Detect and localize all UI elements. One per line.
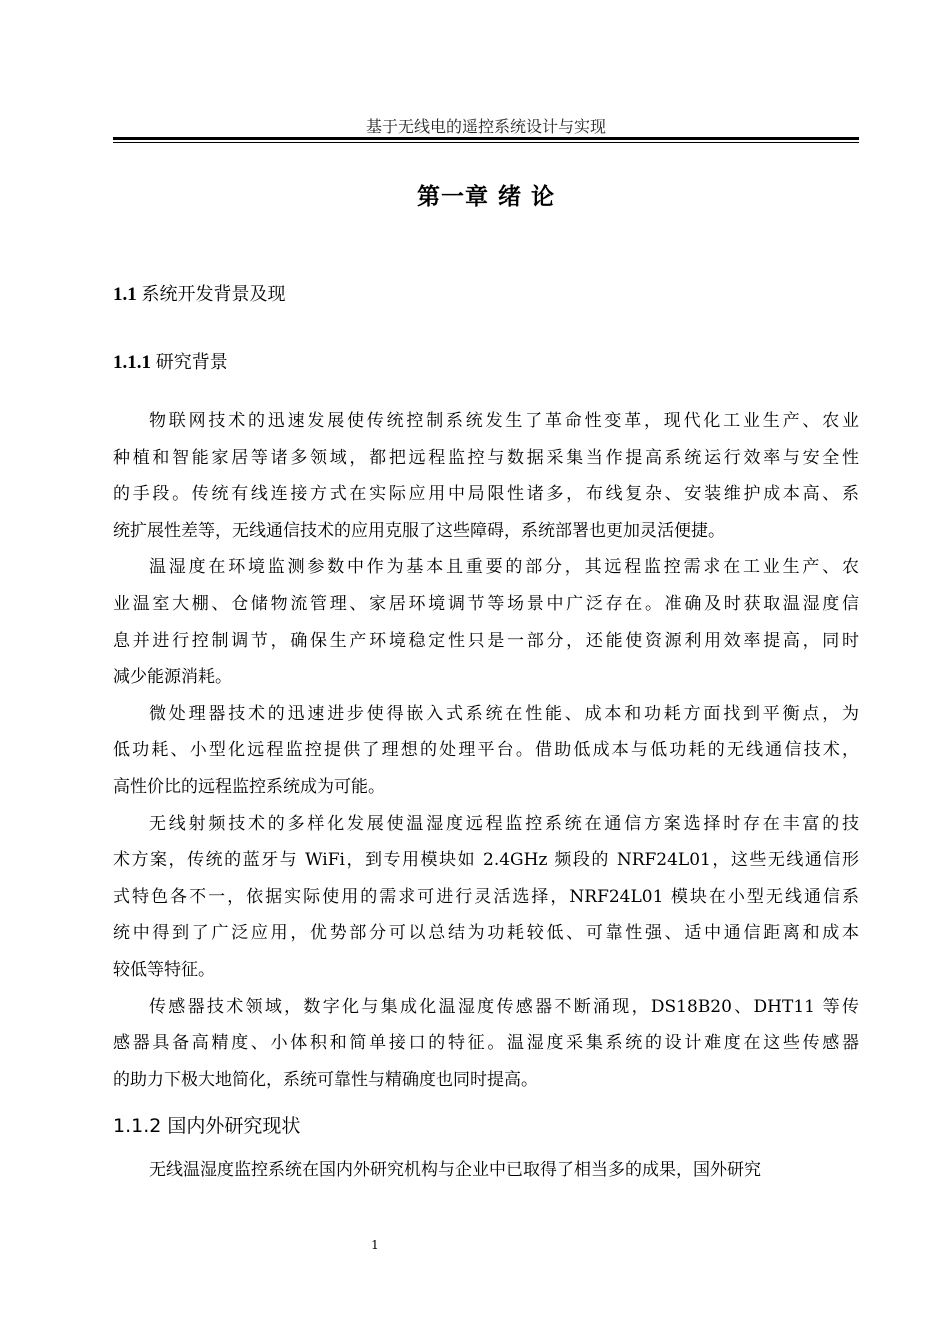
text-line: 的手段。传统有线连接方式在实际应用中局限性诸多，布线复杂、安装维护成本高、系 [113, 484, 859, 505]
text-line: 微处理器技术的迅速进步使得嵌入式系统在性能、成本和功耗方面找到平衡点，为 [149, 703, 859, 724]
header-rule-thick [113, 137, 859, 140]
text-line: 物联网技术的迅速发展使传统控制系统发生了革命性变革，现代化工业生产、农业 [149, 411, 859, 431]
section-heading-1-1 [113, 280, 286, 306]
running-header: 基于无线电的遥控系统设计与实现 [365, 117, 606, 136]
paragraph [113, 549, 859, 695]
text-line: 业温室大棚、仓储物流管理、家居环境调节等场景中广泛存在。准确及时获取温湿度信 [113, 593, 859, 614]
text-line: 无线温湿度监控系统在国内外研究机构与企业中已取得了相当多的成果，国外研究 [149, 1160, 761, 1181]
paragraph [113, 1152, 859, 1189]
paragraph [113, 989, 859, 1099]
text-line: 统扩展性差等，无线通信技术的应用克服了这些障碍，系统部署也更加灵活便捷。 [113, 520, 725, 541]
paragraph [113, 403, 859, 549]
section-number: 1.1.1 [113, 352, 151, 373]
section-title: 研究背景 [155, 352, 228, 373]
text-line: 传感器技术领域，数字化与集成化温湿度传感器不断涌现，DS18B20、DHT11 等传 [149, 996, 859, 1017]
section-number: 1.1 [113, 284, 137, 305]
paragraph [113, 806, 859, 989]
section-heading-1-1-2: 1.1.2 国内外研究现状 [113, 1115, 301, 1138]
text-line: 种植和智能家居等诸多领域，都把远程监控与数据采集当作提高系统运行效率与安全性 [113, 447, 859, 468]
page-number: 1 [371, 1238, 379, 1252]
text-line: 式特色各不一，依据实际使用的需求可进行灵活选择，NRF24L01 模块在小型无线通信系 [113, 886, 859, 907]
text-line: 的助力下极大地简化，系统可靠性与精确度也同时提高。 [113, 1069, 538, 1090]
text-line: 息并进行控制调节，确保生产环境稳定性只是一部分，还能使资源利用效率提高，同时 [113, 630, 859, 651]
text-line: 术方案，传统的蓝牙与 WiFi，到专用模块如 2.4GHz 频段的 NRF24L01，这些无线通信形 [113, 850, 859, 871]
text-line: 感器具备高精度、小体积和简单接口的特征。温湿度采集系统的设计难度在这些传感器 [113, 1033, 859, 1054]
paragraph [113, 696, 859, 806]
section-title: 系统开发背景及现 [141, 284, 286, 305]
text-line: 减少能源消耗。 [113, 667, 232, 688]
chapter-title: 第一章 绪 论 [416, 184, 555, 210]
text-line: 无线射频技术的多样化发展使温湿度远程监控系统在通信方案选择时存在丰富的技 [149, 813, 859, 834]
text-line: 高性价比的远程监控系统成为可能。 [113, 776, 385, 797]
section-heading-1-1-1 [113, 348, 228, 374]
body-text [113, 403, 859, 1189]
text-line: 低功耗、小型化远程监控提供了理想的处理平台。借助低成本与低功耗的无线通信技术， [113, 740, 859, 761]
text-line: 温湿度在环境监测参数中作为基本且重要的部分，其远程监控需求在工业生产、农 [149, 557, 859, 578]
text-line: 较低等特征。 [113, 959, 215, 980]
text-line: 统中得到了广泛应用，优势部分可以总结为功耗较低、可靠性强、适中通信距离和成本 [113, 923, 859, 944]
header-rule-thin [113, 142, 859, 143]
